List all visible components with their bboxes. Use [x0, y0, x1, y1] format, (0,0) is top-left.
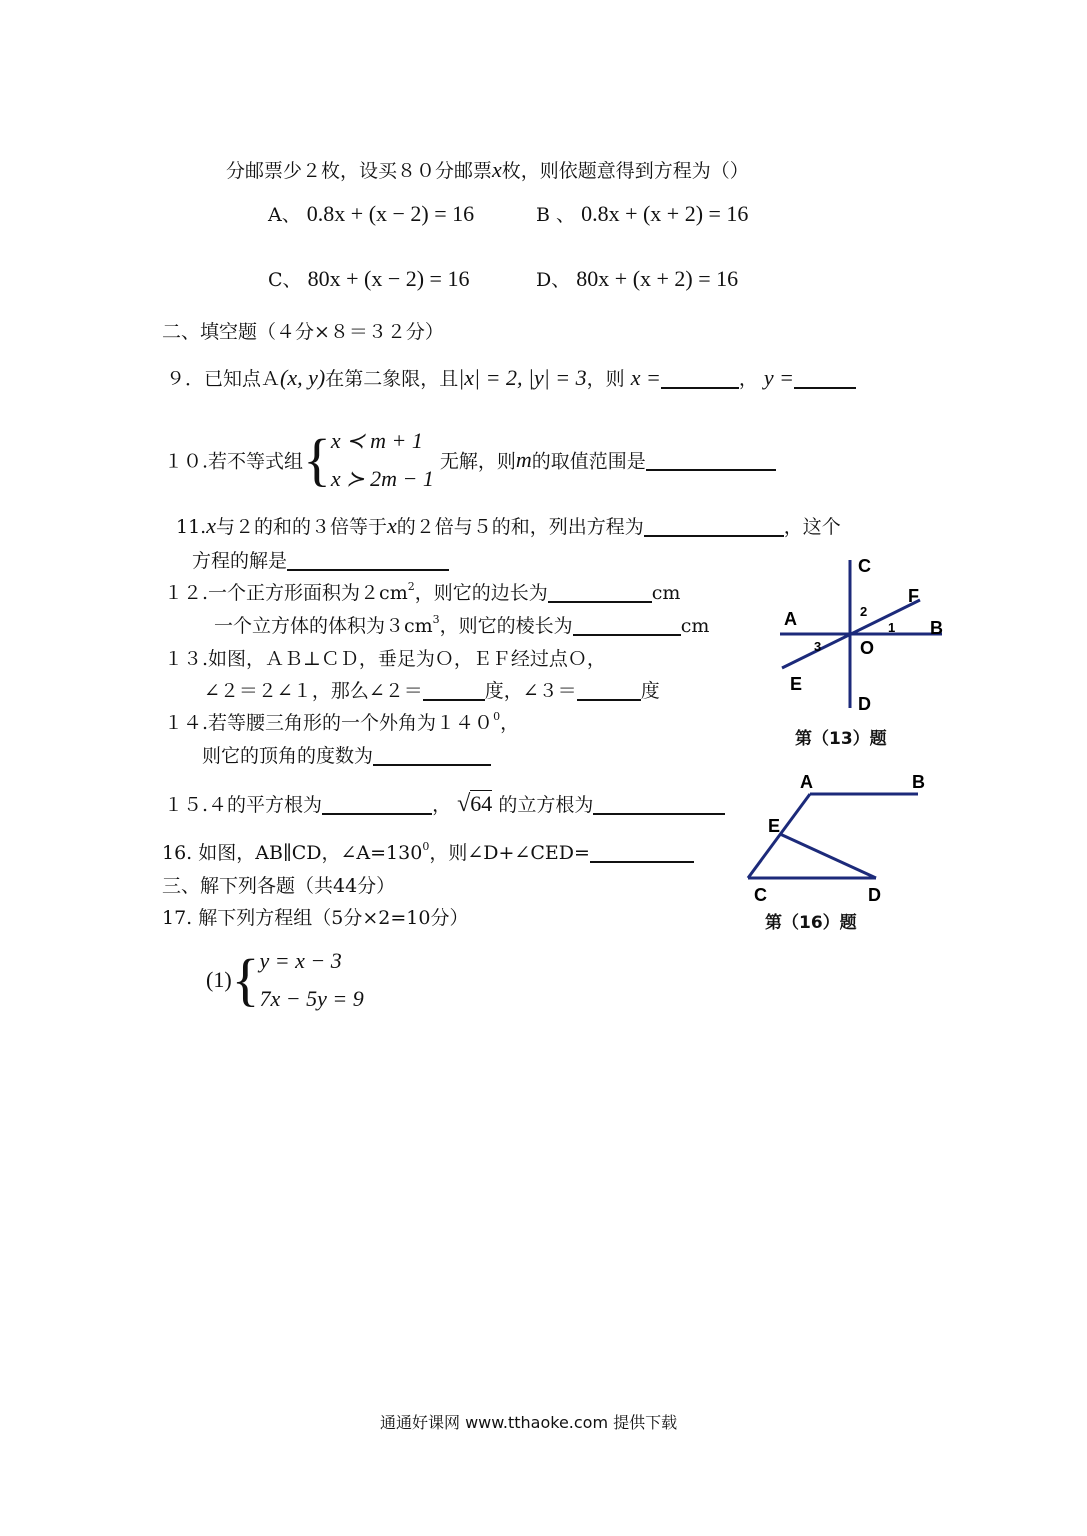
question-10: １０.若不等式组{ x ≺ m + 1 x ≻ 2m − 1 无解，则m的取值范围是: [164, 422, 776, 498]
q8-option-b: B 、 0.8x + (x + 2) = 16: [536, 201, 749, 226]
footer-credit: 通通好课网 www.tthaoke.com 提供下载: [380, 1413, 678, 1432]
answer-blank-11a[interactable]: [644, 515, 784, 537]
section-title-fill-blank: 二、填空题（４分×８＝３２分）: [162, 321, 444, 343]
answer-blank-12a[interactable]: [548, 581, 652, 603]
answer-blank-13b[interactable]: [577, 679, 641, 701]
question-12-line2: 一个立方体的体积为$3cm^3$，则它的棱长为 cm: [214, 613, 710, 637]
answer-blank-9x[interactable]: [661, 367, 739, 389]
label-c: C: [858, 556, 871, 576]
label-b: B: [912, 772, 925, 792]
label-d: D: [858, 694, 871, 714]
answer-blank-9y[interactable]: [794, 367, 856, 389]
answer-blank-15b[interactable]: [593, 793, 725, 815]
question-13-line2: ∠２＝２∠１，那么∠２＝ 度，∠３＝ 度: [204, 680, 660, 702]
system-brace: {: [231, 947, 260, 1012]
figure-13: [770, 550, 950, 750]
question-9: ９．已知点Ａ(x, y)在第二象限，且|x| = 2, |y| = 3，则 x = ， y =: [166, 364, 856, 391]
label-f: F: [908, 586, 919, 606]
answer-blank-13a[interactable]: [423, 679, 485, 701]
angle-label-3: 3: [814, 639, 822, 654]
figure-16-caption: 第（16）题: [765, 913, 857, 933]
q8-option-a: A、 0.8x + (x − 2) = 16: [268, 201, 475, 226]
section-title-solve: 三、解下列各题（共44分）: [162, 875, 396, 897]
angle-label-1: 1: [888, 620, 896, 635]
q8-option-c: C、 80x + (x − 2) = 16: [268, 266, 470, 291]
angle-label-2: 2: [860, 604, 868, 619]
q8-stem: 分邮票少２枚，设买８０分邮票x枚，则依题意得到方程为（）: [226, 157, 749, 182]
label-c: C: [754, 885, 767, 905]
label-o: O: [860, 638, 875, 658]
question-14-line2: 则它的顶角的度数为: [202, 741, 491, 768]
label-b: B: [930, 618, 943, 638]
question-16: 16. 如图，AB∥CD，$\angle A=130^0$，则∠D+∠CED=: [162, 838, 694, 865]
label-a: A: [800, 772, 813, 792]
label-a: A: [784, 609, 797, 629]
answer-blank-11b[interactable]: [287, 549, 449, 571]
answer-blank-16[interactable]: [590, 841, 694, 863]
answer-blank-12b[interactable]: [573, 614, 681, 636]
question-11-line2: 方程的解是: [192, 546, 449, 573]
question-13: １３.如图，ＡＢ⊥ＣＤ，垂足为Ｏ，ＥＦ经过点Ｏ，: [164, 648, 606, 670]
figure-16: [740, 768, 940, 908]
label-e: E: [768, 816, 781, 836]
label-e: E: [790, 674, 803, 694]
inequality-system: x ≺ m + 1 x ≻ 2m − 1: [330, 428, 434, 491]
question-14: １４.若等腰三角形的一个外角为$140^0$，: [164, 710, 520, 734]
label-d: D: [868, 885, 881, 905]
q8-option-d: D、 80x + (x + 2) = 16: [536, 266, 739, 291]
equation-system: y = x − 3 7x − 5y = 9: [259, 948, 364, 1011]
question-17: 17. 解下列方程组（5分×2=10分）: [162, 907, 469, 929]
system-brace: {: [303, 427, 331, 492]
answer-blank-15a[interactable]: [322, 793, 432, 815]
question-11: 11.x与２的和的３倍等于x的２倍与５的和，列出方程为 ，这个: [176, 513, 841, 538]
question-17-part1: (1){ y = x − 3 7x − 5y = 9: [206, 942, 364, 1018]
line-ac: [748, 794, 810, 878]
line-ed: [780, 834, 876, 878]
question-12: １２.一个正方形面积为$2cm^2$，则它的边长为 cm: [164, 580, 681, 604]
radical-sign: √: [457, 791, 471, 817]
question-15: １５.４的平方根为 ， √64 的立方根为: [164, 790, 725, 818]
figure-13-caption: 第（13）题: [795, 729, 887, 749]
answer-blank-14[interactable]: [373, 744, 491, 766]
answer-blank-10[interactable]: [646, 449, 776, 471]
